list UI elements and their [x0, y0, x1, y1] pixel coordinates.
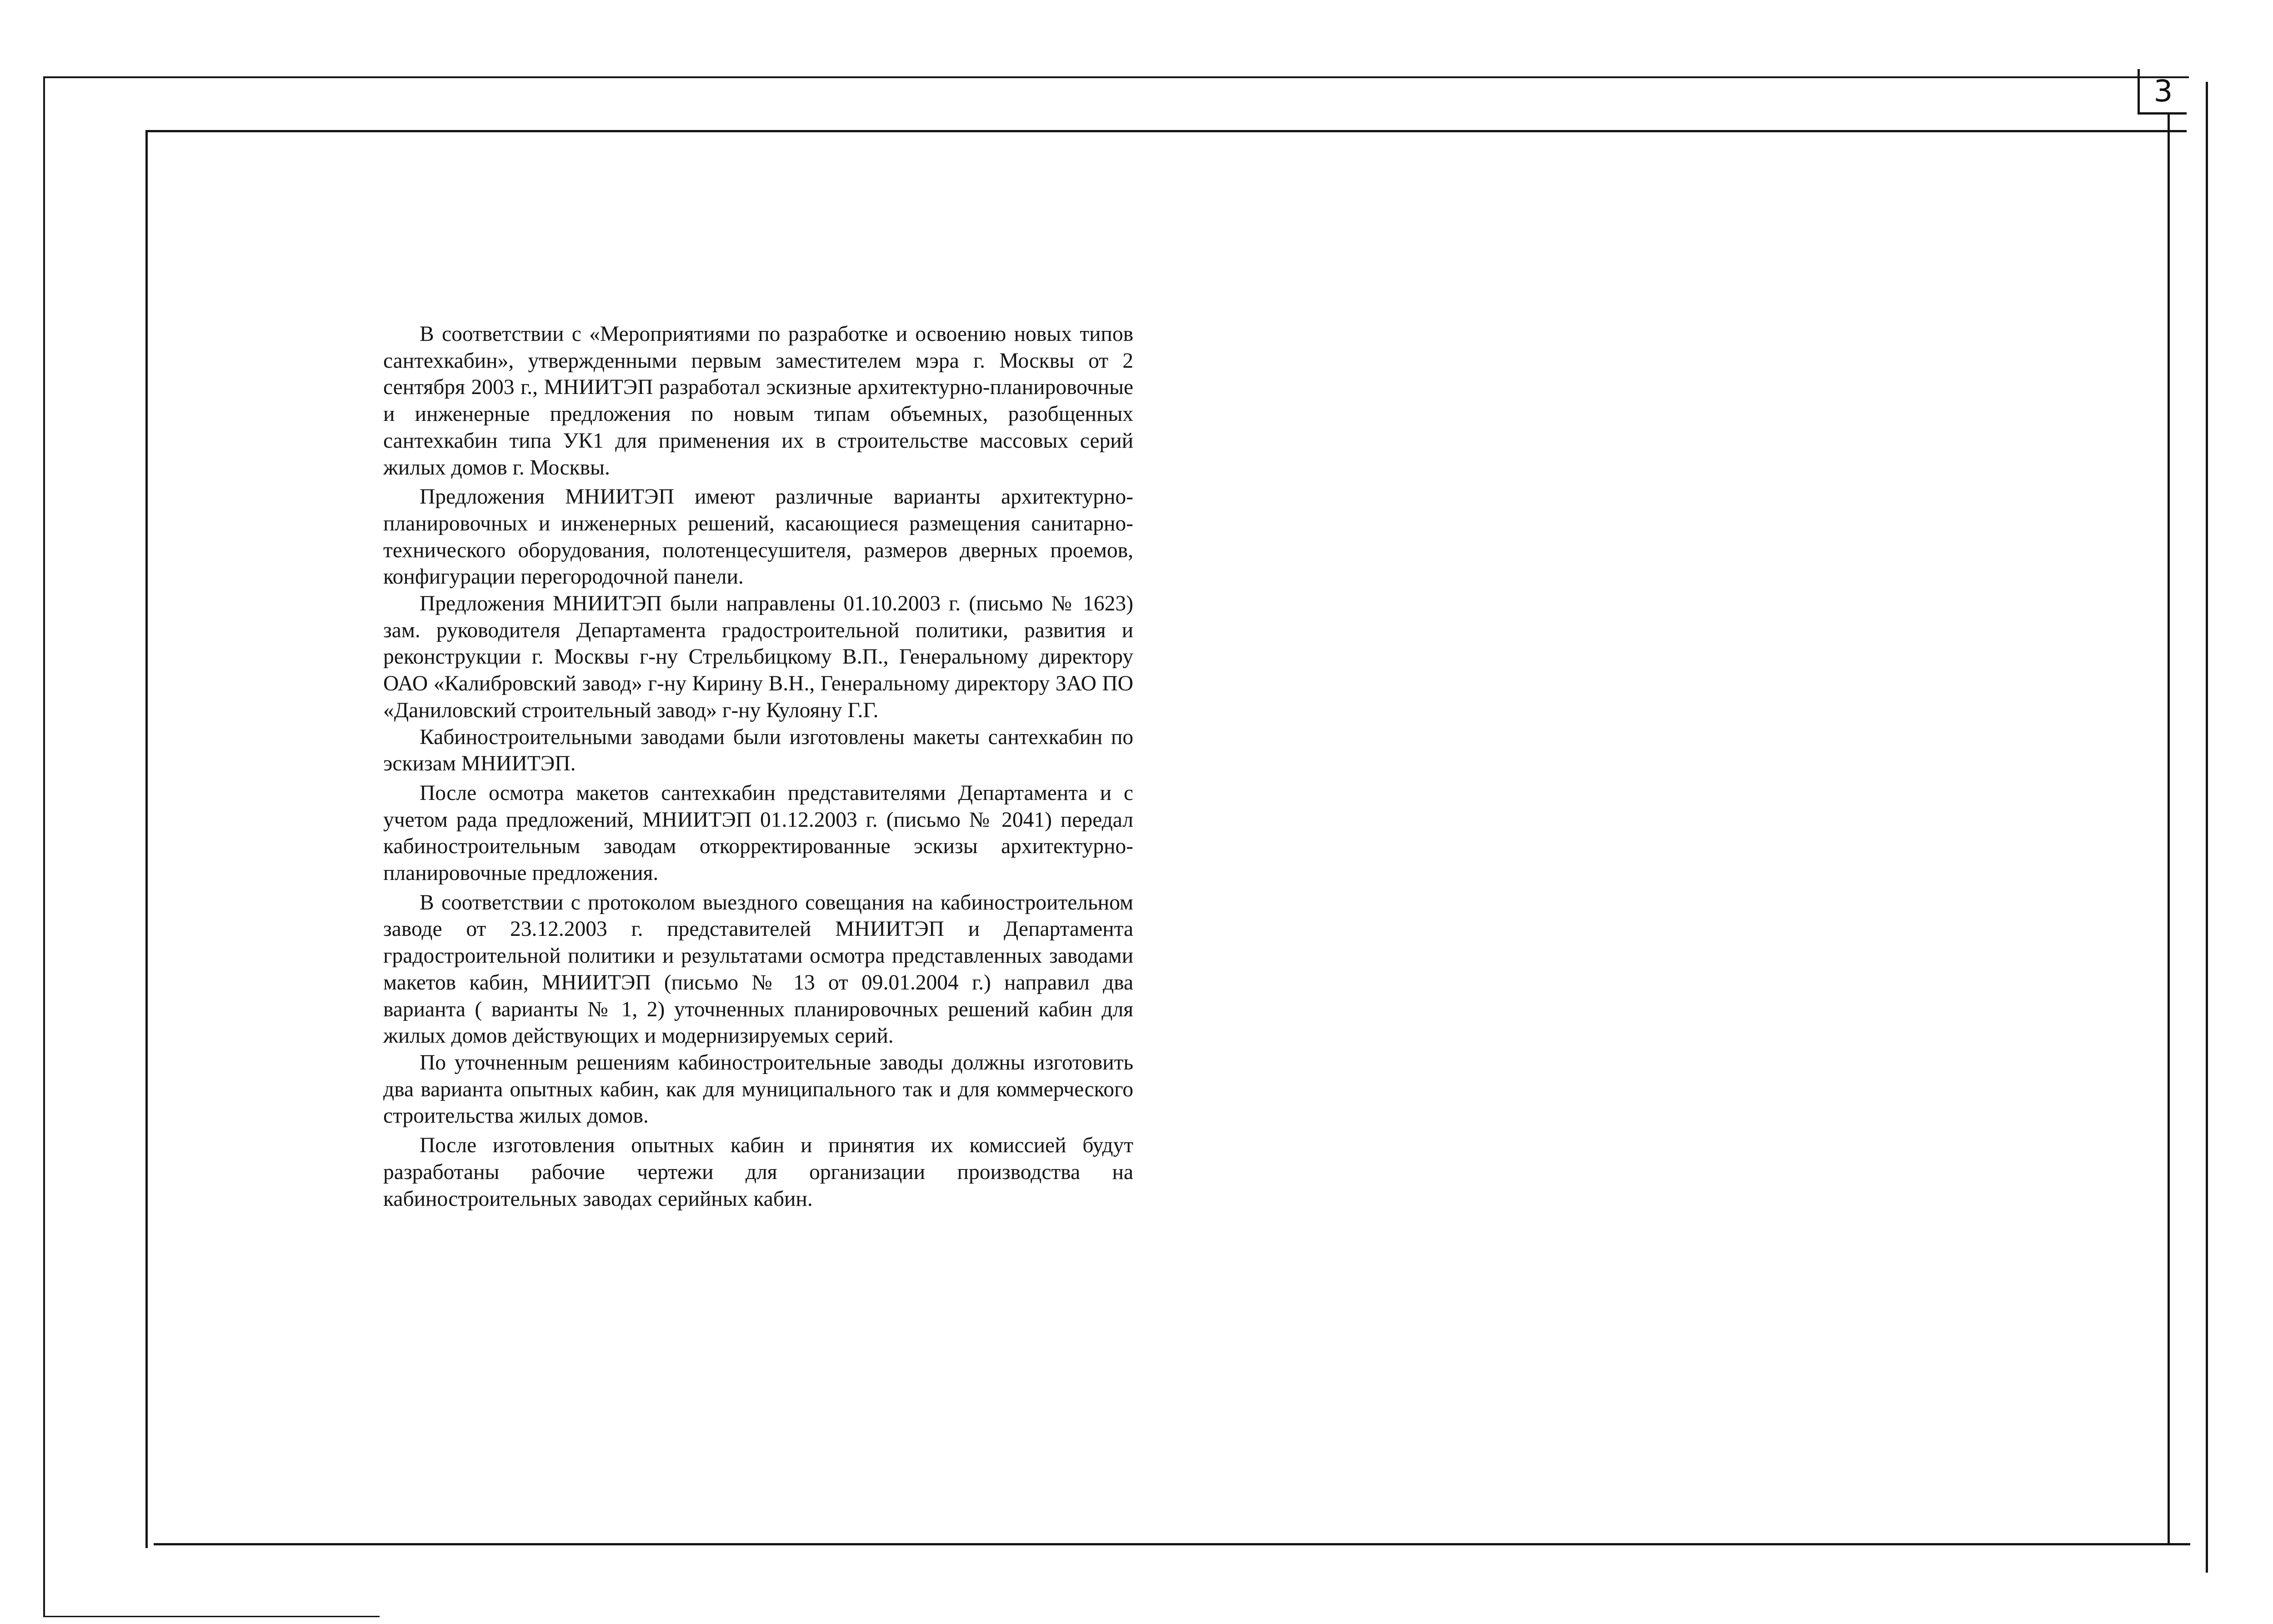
- body-text: [383, 321, 1133, 1212]
- paragraph-1: В соответствии с «Мероприятиями по разработке и освоению новых типов сантехкабин», утвержденными первым заместителем мэра г. Москвы от 2 сентября 2003 г., МНИИТЭП разработал эскизные архитектурно-планировочные и инженерные предложения по новым типам объемных, разобщенных сантехкабин типа УК1 для применения их в строительстве массовых серий жилых домов г. Москвы.: [383, 322, 1133, 480]
- paragraph-4: Кабиностроительными заводами были изготовлены макеты сантехкабин по эскизам МНИИТЭП.: [383, 725, 1133, 776]
- inner-frame-left-line: [145, 130, 148, 1548]
- outer-frame-top-line: [43, 76, 2189, 78]
- paragraph-6: В соответствии с протоколом выездного совещания на кабиностроительном заводе от 23.12.2003 г. представителей МНИИТЭП и Департамента градостроительной политики и результатами осмотра представленных заводами макетов кабин, МНИИТЭП (письмо № 13 от 09.01.2004 г.) направил два варианта ( варианты № 1, 2) уточненных планировочных решений кабин для жилых домов действующих и модернизируемых серий.: [383, 890, 1133, 1048]
- page-number: 3: [2153, 74, 2173, 109]
- outer-frame-right-line: [2206, 82, 2208, 1573]
- inner-frame-right-line: [2168, 115, 2170, 1545]
- paragraph-5: После осмотра макетов сантехкабин представителями Департамента и с учетом рада предложений, МНИИТЭП 01.12.2003 г. (письмо № 2041) передал кабиностроительным заводам откорректированные эскизы архитектурно-планировочные предложения.: [383, 781, 1133, 885]
- inner-frame-bottom-line: [154, 1543, 2190, 1545]
- paragraph-7: По уточненным решениям кабиностроительные заводы должны изготовить два варианта опытных кабин, как для муниципального так и для коммерческого строительства жилых домов.: [383, 1050, 1133, 1128]
- paragraph-8: После изготовления опытных кабин и принятия их комиссией будут разработаны рабочие чертежи для организации производства на кабиностроительных заводах серийных кабин.: [383, 1134, 1133, 1211]
- paragraph-2: Предложения МНИИТЭП имеют различные варианты архитектурно-планировочных и инженерных решений, касающиеся размещения санитарно-технического оборудования, полотенцесушителя, размеров дверных проемов, конфигурации перегородочной панели.: [383, 485, 1133, 589]
- outer-frame-bottom-line: [43, 1616, 380, 1617]
- outer-frame-left-line: [43, 76, 45, 1617]
- inner-frame-top-line: [145, 130, 2187, 132]
- page-number-box: [2138, 69, 2187, 115]
- paragraph-3: Предложения МНИИТЭП были направлены 01.10.2003 г. (письмо № 1623) зам. руководителя Департамента градостроительной политики, развития и реконструкции г. Москвы г-ну Стрельбицкому В.П., Генеральному директору ОАО «Калибровский завод» г-ну Кирину В.Н., Генеральному директору ЗАО ПО «Даниловский строительный завод» г-ну Кулояну Г.Г.: [383, 592, 1133, 722]
